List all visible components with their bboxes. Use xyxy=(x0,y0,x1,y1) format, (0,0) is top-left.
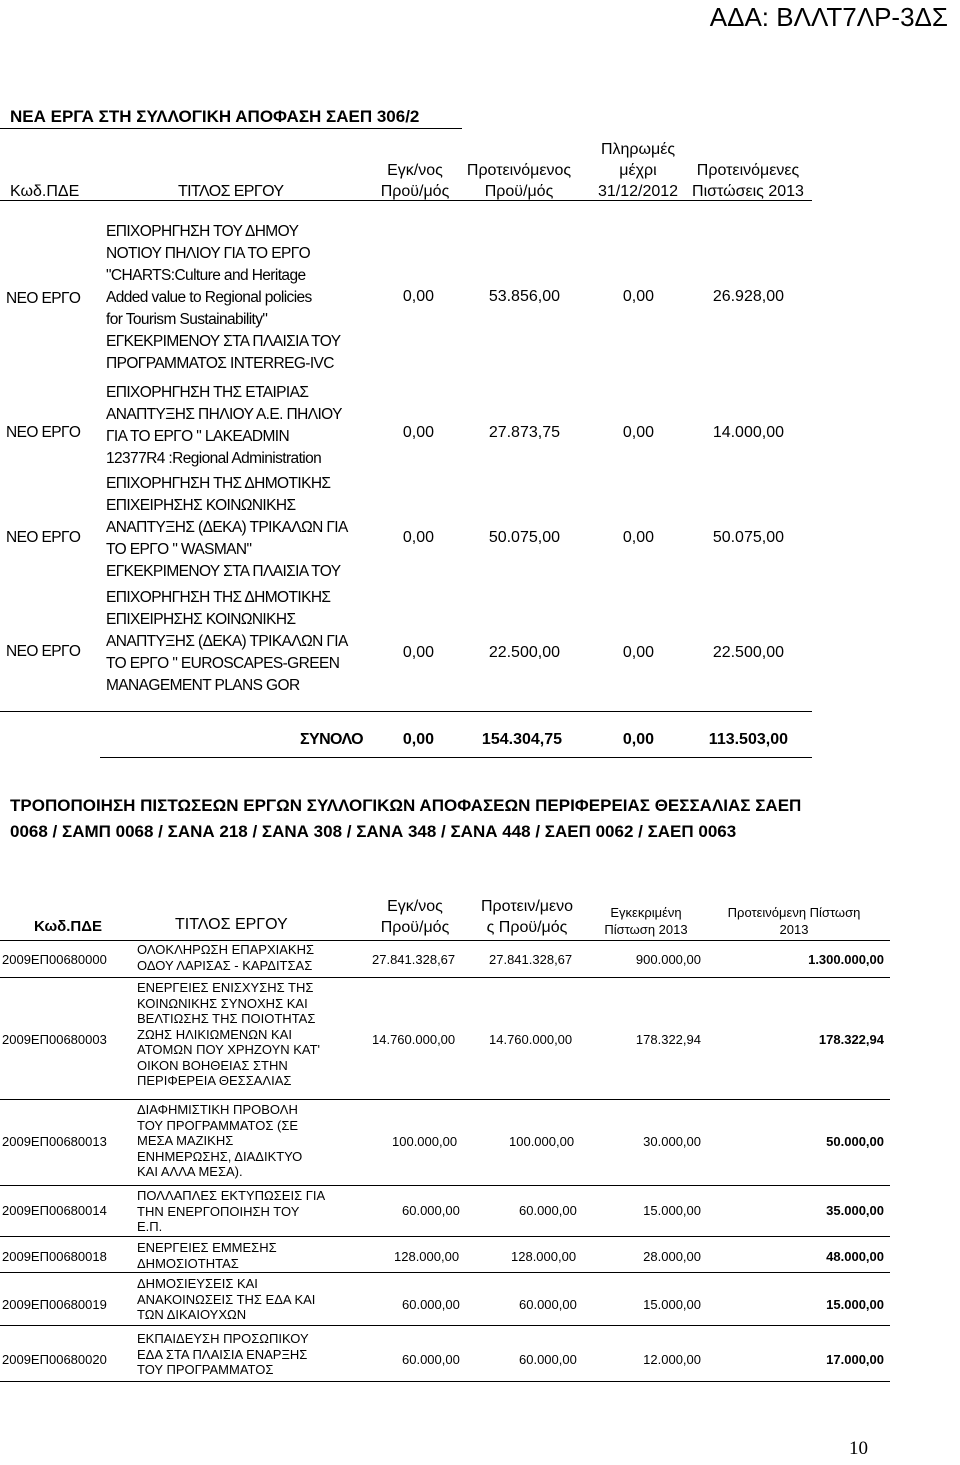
credits-value: 22.500,00 xyxy=(712,644,784,661)
table-row-title: ΔΙΑΦΗΜΙΣΤΙΚΗ ΠΡΟΒΟΛΗ ΤΟΥ ΠΡΟΓΡΑΜΜΑΤΟΣ (ΣΕ ΜΕΣΑ ΜΑΖΙΚΗΣ ΕΝΗΜΕΡΩΣΗΣ, ΔΙΑΔΙΚΤΥΟ ΚΑΙ ΑΛΛΑ ΜΕΣΑ). xyxy=(137,1102,303,1179)
col2-newcredit-header: Προτεινόμενη Πίστωση 2013 xyxy=(727,905,861,937)
table-row-title: ΕΠΙΧΟΡΗΓΗΣΗ ΤΗΣ ΔΗΜΟΤΙΚΗΣ ΕΠΙΧΕΙΡΗΣΗΣ ΚΟΙΝΩΝΙΚΗΣ ΑΝΑΠΤΥΞΗΣ (ΔΕΚΑ) ΤΡΙΚΑΛΩΝ ΓΙΑ ΤΟ ΕΡΓΟ " EUROSCAPES-GREEN MANAGEMENT PLANS GOR xyxy=(106,589,348,694)
page-number: 10 xyxy=(849,1438,868,1459)
col-code-header: Κωδ.ΠΔΕ xyxy=(10,183,80,200)
total-credits: 113.503,00 xyxy=(708,731,788,748)
credits-value: 50.075,00 xyxy=(712,529,784,546)
proposed-value: 27.873,75 xyxy=(488,424,560,441)
row-divider xyxy=(0,1272,890,1273)
proposed-value: 22.500,00 xyxy=(488,644,560,661)
table-row-title: ΕΠΙΧΟΡΗΓΗΣΗ ΤΗΣ ΔΗΜΟΤΙΚΗΣ ΕΠΙΧΕΙΡΗΣΗΣ ΚΟΙΝΩΝΙΚΗΣ ΑΝΑΠΤΥΞΗΣ (ΔΕΚΑ) ΤΡΙΚΑΛΩΝ ΓΙΑ ΤΟ ΕΡΓΟ " WASMAN" ΕΓΚΕΚΡΙΜΕΝΟΥ ΣΤΑ ΠΛΑΙΣΙΑ ΤΟΥ xyxy=(106,475,348,580)
table-row-title: ΕΝΕΡΓΕΙΕΣ ΕΜΜΕΣΗΣ ΔΗΜΟΣΙΟΤΗΤΑΣ xyxy=(137,1240,277,1271)
table-row-title: ΕΚΠΑΙΔΕΥΣΗ ΠΡΟΣΩΠΙΚΟΥ ΕΔΑ ΣΤΑ ΠΛΑΙΣΙΑ ΕΝΑΡΞΗΣ ΤΟΥ ΠΡΟΓΡΑΜΜΑΤΟΣ xyxy=(137,1331,309,1377)
approved-value: 27.841.328,67 xyxy=(372,952,456,967)
table-row-code: 2009ΕΠ00680020 xyxy=(2,1352,107,1367)
approved-value: 60.000,00 xyxy=(402,1352,460,1367)
approved-value: 128.000,00 xyxy=(394,1249,460,1264)
proposed-value: 60.000,00 xyxy=(519,1352,577,1367)
col-title-header: ΤΙΤΛΟΣ ΕΡΓΟΥ xyxy=(178,183,284,200)
credit-value: 900.000,00 xyxy=(635,952,701,967)
new-credit-value: 1.300.000,00 xyxy=(808,952,884,967)
col2-code-header: Κωδ.ΠΔΕ xyxy=(34,918,103,935)
total-payments: 0,00 xyxy=(622,731,654,748)
row-divider xyxy=(0,1236,890,1237)
approved-value: 0,00 xyxy=(402,529,434,546)
row-divider xyxy=(0,1185,890,1186)
approved-value: 60.000,00 xyxy=(402,1203,460,1218)
credit-value: 30.000,00 xyxy=(643,1134,701,1149)
proposed-value: 60.000,00 xyxy=(519,1297,577,1312)
proposed-value: 14.760.000,00 xyxy=(489,1032,573,1047)
total-proposed: 154.304,75 xyxy=(481,731,562,748)
table-row-code: ΝΕΟ ΕΡΓΟ xyxy=(6,290,81,307)
new-credit-value: 35.000,00 xyxy=(826,1203,884,1218)
section1-title: ΝΕΑ ΕΡΓΑ ΣΤΗ ΣΥΛΛΟΓΙΚΗ ΑΠΟΦΑΣΗ ΣΑΕΠ 306/2 xyxy=(10,107,420,126)
table-row-title: ΕΠΙΧΟΡΗΓΗΣΗ ΤΟΥ ΔΗΜΟΥ ΝΟΤΙΟΥ ΠΗΛΙΟΥ ΓΙΑ ΤΟ ΕΡΓΟ "CHARTS:Culture and Heritage Added value to Regional policies for Tourism Sustainability" ΕΓΚΕΚΡΙΜΕΝΟΥ ΣΤΑ ΠΛΑΙΣΙΑ ΤΟΥ ΠΡΟΓΡΑΜΜΑΤΟΣ INTERREG-IVC xyxy=(106,223,341,372)
row-divider xyxy=(0,1099,890,1100)
col-proposed-header: Προτεινόμενος Προϋ/μός xyxy=(466,162,572,200)
approved-value: 14.760.000,00 xyxy=(372,1032,456,1047)
row-divider xyxy=(0,1381,890,1382)
header-rule xyxy=(0,200,812,201)
table-row-code: 2009ΕΠ00680019 xyxy=(2,1297,107,1312)
section2-title: ΤΡΟΠΟΠΟΙΗΣΗ ΠΙΣΤΩΣΕΩΝ ΕΡΓΩΝ ΣΥΛΛΟΓΙΚΩΝ ΑΠΟΦΑΣΕΩΝ ΠΕΡΙΦΕΡΕΙΑΣ ΘΕΣΣΑΛΙΑΣ ΣΑΕΠ 0068 / ΣΑΜΠ 0068 / ΣΑΝΑ 218 / ΣΑΝΑ 308 / ΣΑΝΑ 348 / ΣΑΝΑ 448 / ΣΑΕΠ 0062 / ΣΑΕΠ 0063 xyxy=(10,796,802,841)
approved-value: 0,00 xyxy=(402,288,434,305)
col2-approved-header: Εγκ/νος Προϋ/μός xyxy=(380,898,450,936)
table-row-title: ΠΟΛΛΑΠΛΕΣ ΕΚΤΥΠΩΣΕΙΣ ΓΙΑ ΤΗΝ ΕΝΕΡΓΟΠΟΙΗΣΗ ΤΟΥ Ε.Π. xyxy=(137,1188,326,1234)
table-row-code: ΝΕΟ ΕΡΓΟ xyxy=(6,529,81,546)
approved-value: 60.000,00 xyxy=(402,1297,460,1312)
approved-value: 100.000,00 xyxy=(392,1134,458,1149)
credit-value: 15.000,00 xyxy=(643,1203,701,1218)
proposed-value: 60.000,00 xyxy=(519,1203,577,1218)
table-row-code: 2009ΕΠ00680003 xyxy=(2,1032,107,1047)
col2-proposed-header: Προτειν/μενο ς Προϋ/μός xyxy=(480,898,574,936)
row-divider xyxy=(0,940,890,941)
col-credits-header: Προτεινόμενες Πιστώσεις 2013 xyxy=(692,162,804,200)
proposed-value: 53.856,00 xyxy=(488,288,560,305)
approved-value: 0,00 xyxy=(402,424,434,441)
table-row-title: ΕΝΕΡΓΕΙΕΣ ΕΝΙΣΧΥΣΗΣ ΤΗΣ ΚΟΙΝΩΝΙΚΗΣ ΣΥΝΟΧΗΣ ΚΑΙ ΒΕΛΤΙΩΣΗΣ ΤΗΣ ΠΟΙΟΤΗΤΑΣ ΖΩΗΣ ΗΛΙΚΙΩΜΕΝΩΝ ΚΑΙ ΑΤΟΜΩΝ ΠΟΥ ΧΡΗΖΟΥΝ ΚΑΤ' ΟΙΚΟΝ ΒΟΗΘΕΙΑΣ ΣΤΗΝ ΠΕΡΙΦΕΡΕΙΑ ΘΕΣΣΑΛΙΑΣ xyxy=(137,980,321,1088)
payments-value: 0,00 xyxy=(622,424,654,441)
row-divider xyxy=(0,1325,890,1326)
table-row-code: ΝΕΟ ΕΡΓΟ xyxy=(6,643,81,660)
proposed-value: 100.000,00 xyxy=(509,1134,575,1149)
table-row-title: ΕΠΙΧΟΡΗΓΗΣΗ ΤΗΣ ΕΤΑΙΡΙΑΣ ΑΝΑΠΤΥΞΗΣ ΠΗΛΙΟΥ Α.Ε. ΠΗΛΙΟΥ ΓΙΑ ΤΟ ΕΡΓΟ " LAKEADMIN 12377R4 :Regional Administration xyxy=(106,384,342,467)
total-approved: 0,00 xyxy=(402,731,434,748)
new-credit-value: 17.000,00 xyxy=(826,1352,884,1367)
proposed-value: 27.841.328,67 xyxy=(489,952,573,967)
payments-value: 0,00 xyxy=(622,288,654,305)
new-credit-value: 48.000,00 xyxy=(826,1249,884,1264)
proposed-value: 50.075,00 xyxy=(488,529,560,546)
new-credit-value: 50.000,00 xyxy=(826,1134,884,1149)
document-code: ΑΔΑ: ΒΛΛΤ7ΛΡ-3ΔΣ xyxy=(709,2,948,32)
credits-value: 26.928,00 xyxy=(712,288,784,305)
payments-value: 0,00 xyxy=(622,644,654,661)
table-row-code: ΝΕΟ ΕΡΓΟ xyxy=(6,424,81,441)
new-credit-value: 15.000,00 xyxy=(826,1297,884,1312)
credits-value: 14.000,00 xyxy=(712,424,784,441)
new-credit-value: 178.322,94 xyxy=(818,1032,884,1047)
credit-value: 178.322,94 xyxy=(635,1032,701,1047)
title-underline xyxy=(0,128,462,129)
total-top-rule xyxy=(0,711,812,712)
total-bottom-rule xyxy=(100,757,812,758)
col-payments-header: Πληρωμές μέχρι 31/12/2012 xyxy=(597,141,679,200)
payments-value: 0,00 xyxy=(622,529,654,546)
credit-value: 15.000,00 xyxy=(643,1297,701,1312)
credit-value: 12.000,00 xyxy=(643,1352,701,1367)
row-divider xyxy=(0,977,890,978)
total-label: ΣΥΝΟΛΟ xyxy=(300,731,363,748)
table-row-code: 2009ΕΠ00680018 xyxy=(2,1249,107,1264)
col-approved-header: Εγκ/νος Προϋ/μός xyxy=(380,162,450,200)
table-row-code: 2009ΕΠ00680000 xyxy=(2,952,107,967)
proposed-value: 128.000,00 xyxy=(511,1249,577,1264)
approved-value: 0,00 xyxy=(402,644,434,661)
col2-credit-header: Εγκεκριμένη Πίστωση 2013 xyxy=(604,905,688,937)
credit-value: 28.000,00 xyxy=(643,1249,701,1264)
table-row-title: ΔΗΜΟΣΙΕΥΣΕΙΣ ΚΑΙ ΑΝΑΚΟΙΝΩΣΕΙΣ ΤΗΣ ΕΔΑ ΚΑΙ ΤΩΝ ΔΙΚΑΙΟΥΧΩΝ xyxy=(137,1276,316,1322)
table-row-title: ΟΛΟΚΛΗΡΩΣΗ ΕΠΑΡΧΙΑΚΗΣ ΟΔΟΥ ΛΑΡΙΣΑΣ - ΚΑΡΔΙΤΣΑΣ xyxy=(137,942,315,973)
table-row-code: 2009ΕΠ00680013 xyxy=(2,1134,107,1149)
col2-title-header: ΤΙΤΛΟΣ ΕΡΓΟΥ xyxy=(175,916,288,933)
table-row-code: 2009ΕΠ00680014 xyxy=(2,1203,107,1218)
